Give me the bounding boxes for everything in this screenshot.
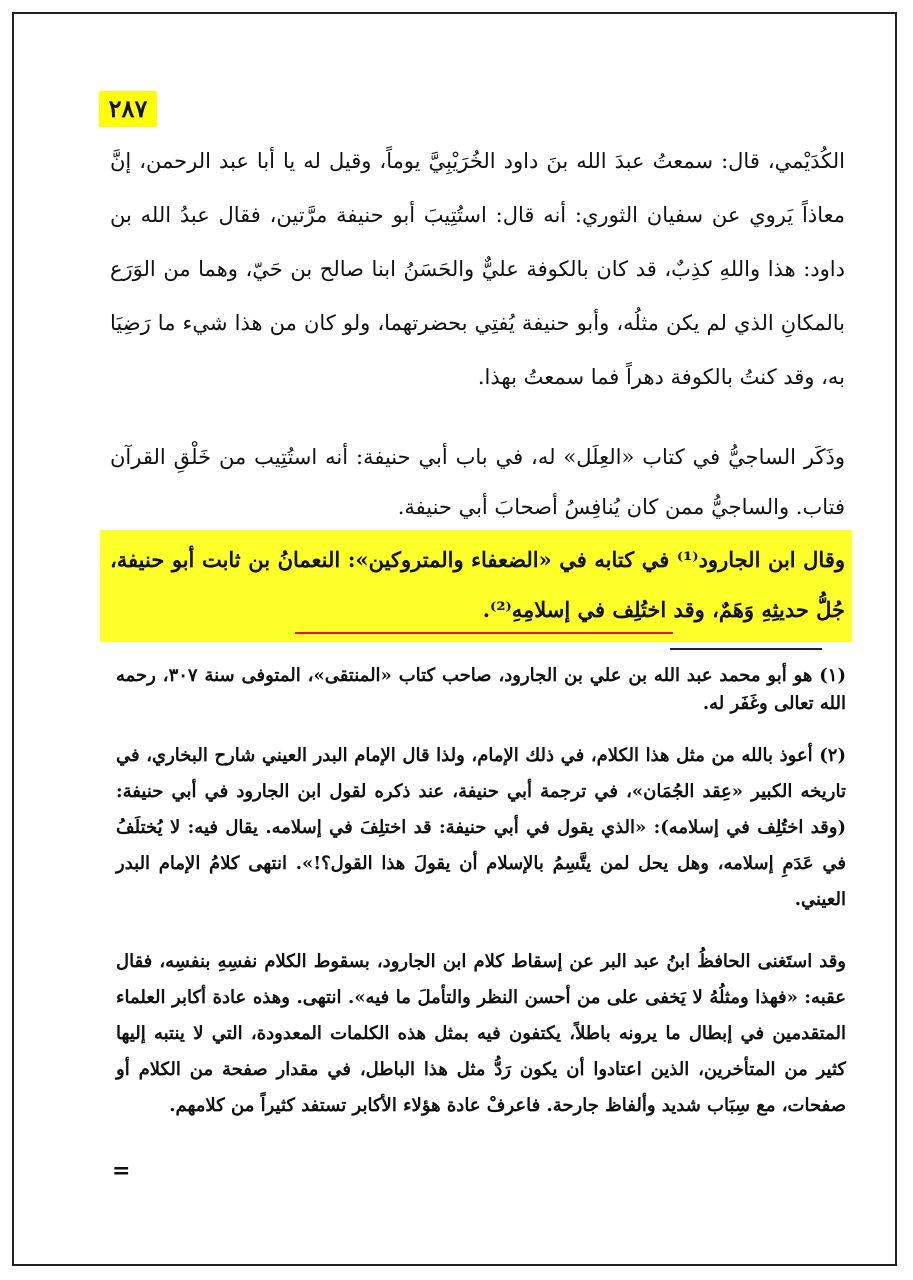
footnote-2-continued: وقد استَغنى الحافظُ ابنُ عبد البر عن إسقاط كلام ابن الجارود، بسقوط الكلام نفسِهِ بنفسِه، فقال عقبه: «فهذا ومثلُهُ لا يَخفى على من أحسن النظر والتأملَ ما فيه». انتهى. وهذه عادة أكابر العلماء المتقدمين في إبطال ما يرونه باطلاً، يكتفون فيه بمثل هذه الكلمات المعدودة، التي لا ينتبه إليها كثير من المتأخرين، الذين اعتادوا أن يكون رَدُّ مثل هذا الباطل، في مقدار صفحة من الكلام أو صفحات، مع سِبَاب شديد وألفاظ جارحة. فاعرفْ عادة هؤلاء الأكابر تستفد كثيراً من كلامهم. [116, 951, 846, 1116]
paragraph-3-highlighted: وقال ابن الجارود⁽¹⁾ في كتابه في «الضعفاء والمتروكين»: النعمانُ بن ثابت أبو حنيفة، جُلُّ حديثِهِ وَهَمٌ، وقد اختُلِف في إسلامِهِ⁽²⁾. [110, 547, 846, 622]
footnote-1: (١) هو أبو محمد عبد الله بن علي بن الجارود، صاحب كتاب «المنتقى»، المتوفى سنة ٣٠٧، رحمه الله تعالى وغَفَر له. [116, 665, 846, 714]
paragraph-1: الكُدَيْمي، قال: سمعتُ عبدَ الله بنَ داود الخُرَيْبِيَّ يوماً، وقيل له يا أبا عبد الرحمن، إنَّ معاذاً يَروي عن سفيان الثوري: أنه قال: استُتِيبَ أبو حنيفة مرَّتين، فقال عبدُ الله بن داود: هذا واللهِ كذِبٌ، قد كان بالكوفة عليٌّ والحَسَنُ ابنا صالح بن حَيّ، وهما من الوَرَع بالمكانِ الذي لم يكن مثلُه، وأبو حنيفة يُفتِي بحضرتهما، ولو كان من هذا شيء ما رَضِيَا به، وقد كنتُ بالكوفة دهراً فما سمعتُ بهذا. [110, 149, 845, 389]
footnote-2: (٢) أعوذ بالله من مثل هذا الكلام، في ذلك الإمام، ولذا قال الإمام البدر العيني شارح البخاري، في تاريخه الكبير «عِقد الجُمَان»، في ترجمة أبي حنيفة، عند ذكره لقول ابن الجارود في أبي حنيفة: (وقد اختُلِف في إسلامه): «الذي يقول في أبي حنيفة: قد اختلِفَ في إسلامه. يقال فيه: لا يُختلَفُ في عَدَمِ إسلامه، وهل يحل لمن يتَّسِمُ بالإسلام أن يقولَ هذا القول؟!». انتهى كلامُ الإمام البدر العيني. [116, 745, 846, 910]
page-number: ٢٨٧ [99, 91, 157, 127]
paragraph-2: وذَكَر الساجيُّ في كتاب «العِلَل» له، في باب أبي حنيفة: أنه استُتِيب من خَلْقِ القرآن فتاب. والساجيُّ ممن كان يُنافِسُ أصحابَ أبي حنيفة. [110, 445, 845, 519]
red-underline [295, 632, 673, 634]
footnote-separator [670, 648, 822, 650]
continuation-mark: = [112, 1158, 131, 1184]
